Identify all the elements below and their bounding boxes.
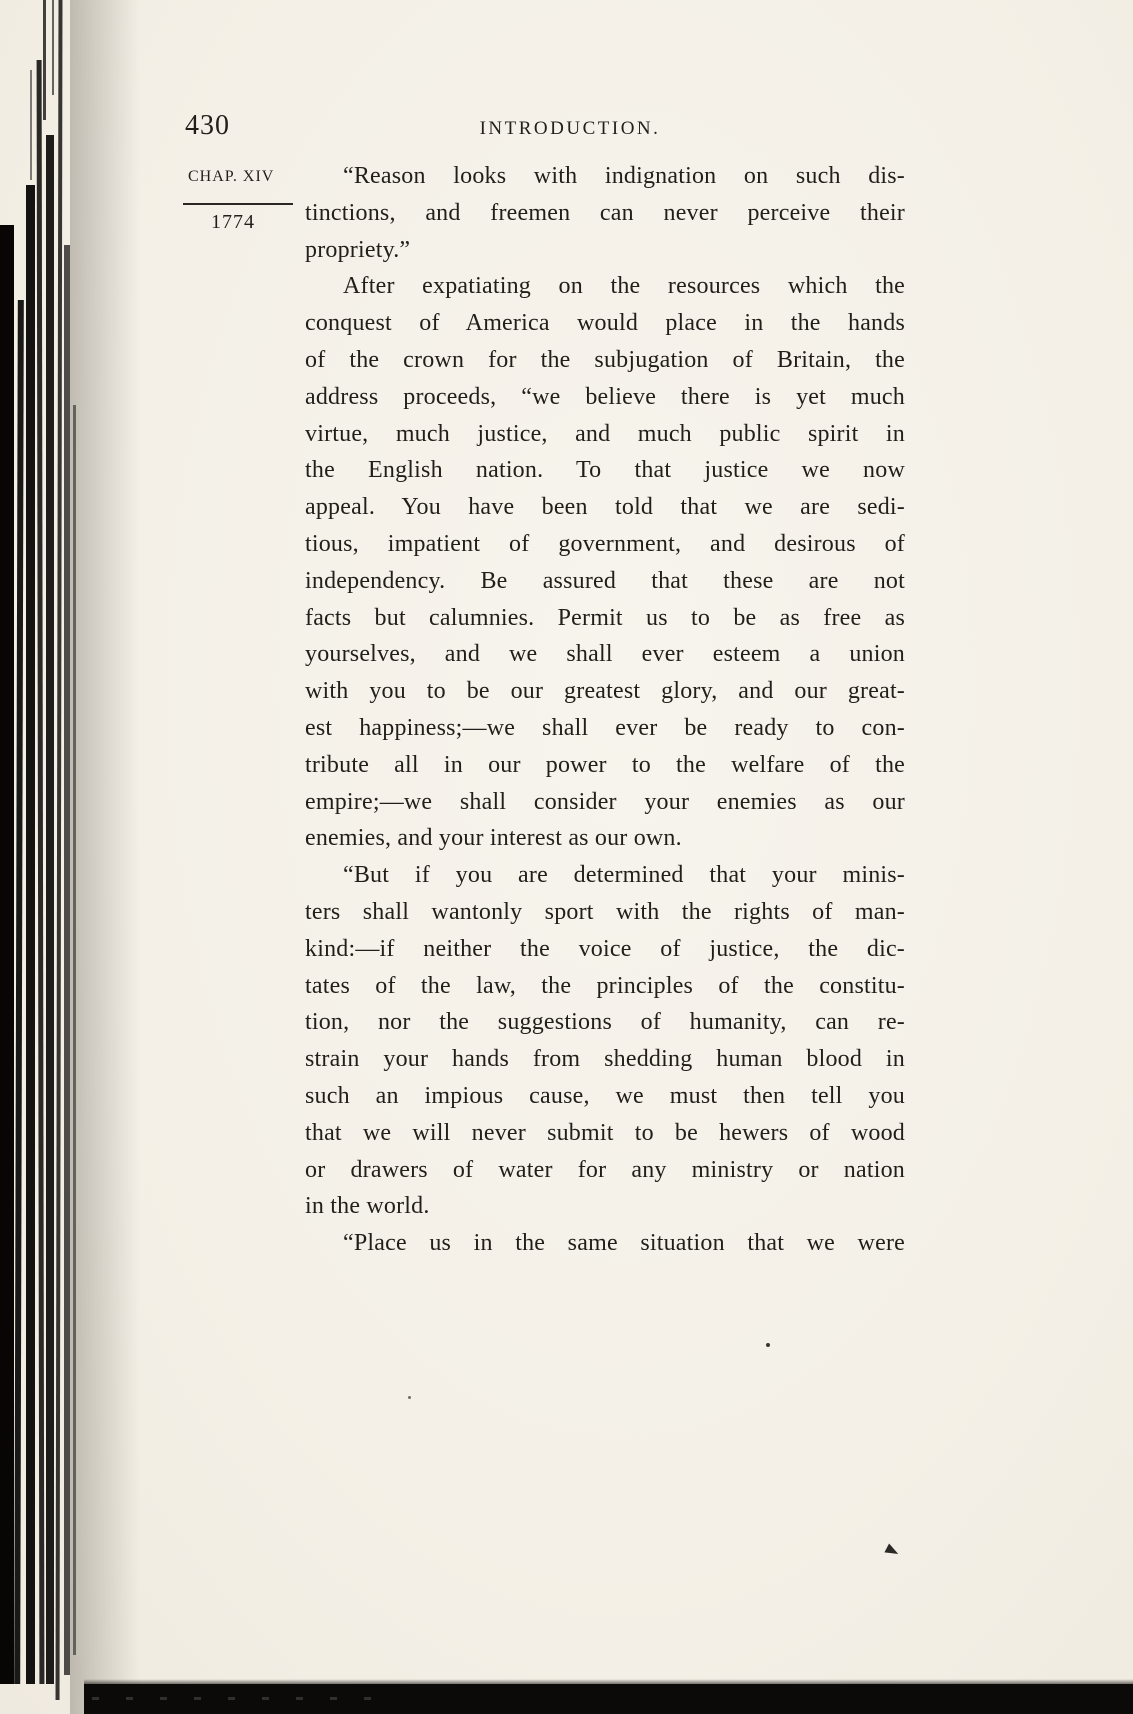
ink-speck [766,1343,770,1347]
binding-streak [37,60,45,1684]
binding-streak [43,0,46,120]
gutter-shadow [70,0,140,1714]
binding-streak [26,185,35,1684]
text-line: tious, impatient of government, and desirous of [305,530,905,557]
paragraph [305,1225,905,1262]
binding-streak [14,300,24,1684]
bottom-scan-bar [84,1684,1133,1714]
text-line: tinctions, and freemen can never perceive their [305,199,905,226]
text-line: the English nation. To that justice we now [305,457,905,484]
binding-streak [73,405,76,1655]
text-line: “Reason looks with indignation on such dis- [343,163,905,189]
text-line: of the crown for the subjugation of Britain, the [305,346,905,373]
binding-streak [64,245,70,1675]
text-line: tion, nor the suggestions of humanity, can re- [305,1009,905,1036]
text-line: propriety.” [305,236,411,263]
text-line: such an impious cause, we must then tell you [305,1082,905,1109]
paragraph [305,857,905,1225]
text-line: address proceeds, “we believe there is yet much [305,383,905,410]
text-line: yourselves, and we shall ever esteem a union [305,641,905,668]
text-line: appeal. You have been told that we are sedi- [305,494,905,521]
text-line: enemies, and your interest as our own. [305,825,682,852]
text-line: tribute all in our power to the welfare of the [305,751,905,778]
text-line: “But if you are determined that your minis- [343,862,905,889]
margin-rule [183,203,293,205]
margin-chapter-note: CHAP. XIV [188,168,275,185]
binding-streak [30,70,32,180]
binding-streak [46,135,54,1684]
text-line: After expatiating on the resources which the [343,273,905,300]
text-line: or drawers of water for any ministry or nation [305,1156,905,1183]
scan-bar-texture [92,1697,392,1700]
paragraph [305,158,905,268]
binding-streak [56,0,63,1700]
text-line: with you to be our greatest glory, and our great- [305,678,905,705]
binding-streak [52,0,54,95]
text-line: “Place us in the same situation that we were [343,1230,905,1257]
margin-year-note: 1774 [211,211,255,233]
ink-speck [408,1396,411,1399]
text-line: independency. Be assured that these are not [305,567,905,594]
text-line: in the world. [305,1193,430,1220]
body-text [305,158,905,1262]
text-line: est happiness;—we shall ever be ready to con- [305,714,905,741]
text-line: that we will never submit to be hewers of wood [305,1119,905,1146]
text-line: empire;—we shall consider your enemies as our [305,788,905,815]
text-line: strain your hands from shedding human blood in [305,1046,905,1073]
text-line: ters shall wantonly sport with the rights of man- [305,898,905,925]
text-line: tates of the law, the principles of the constitu- [305,972,905,999]
running-header: INTRODUCTION. [479,118,661,139]
text-line: conquest of America would place in the hands [305,310,905,337]
text-line: kind:—if neither the voice of justice, the dic- [305,935,905,962]
paragraph [305,268,905,857]
binding-streak [0,225,14,1684]
page-number: 430 [185,110,230,141]
text-line: virtue, much justice, and much public spirit in [305,420,905,447]
text-line: facts but calumnies. Permit us to be as free as [305,604,905,631]
ink-mark [884,1544,900,1559]
